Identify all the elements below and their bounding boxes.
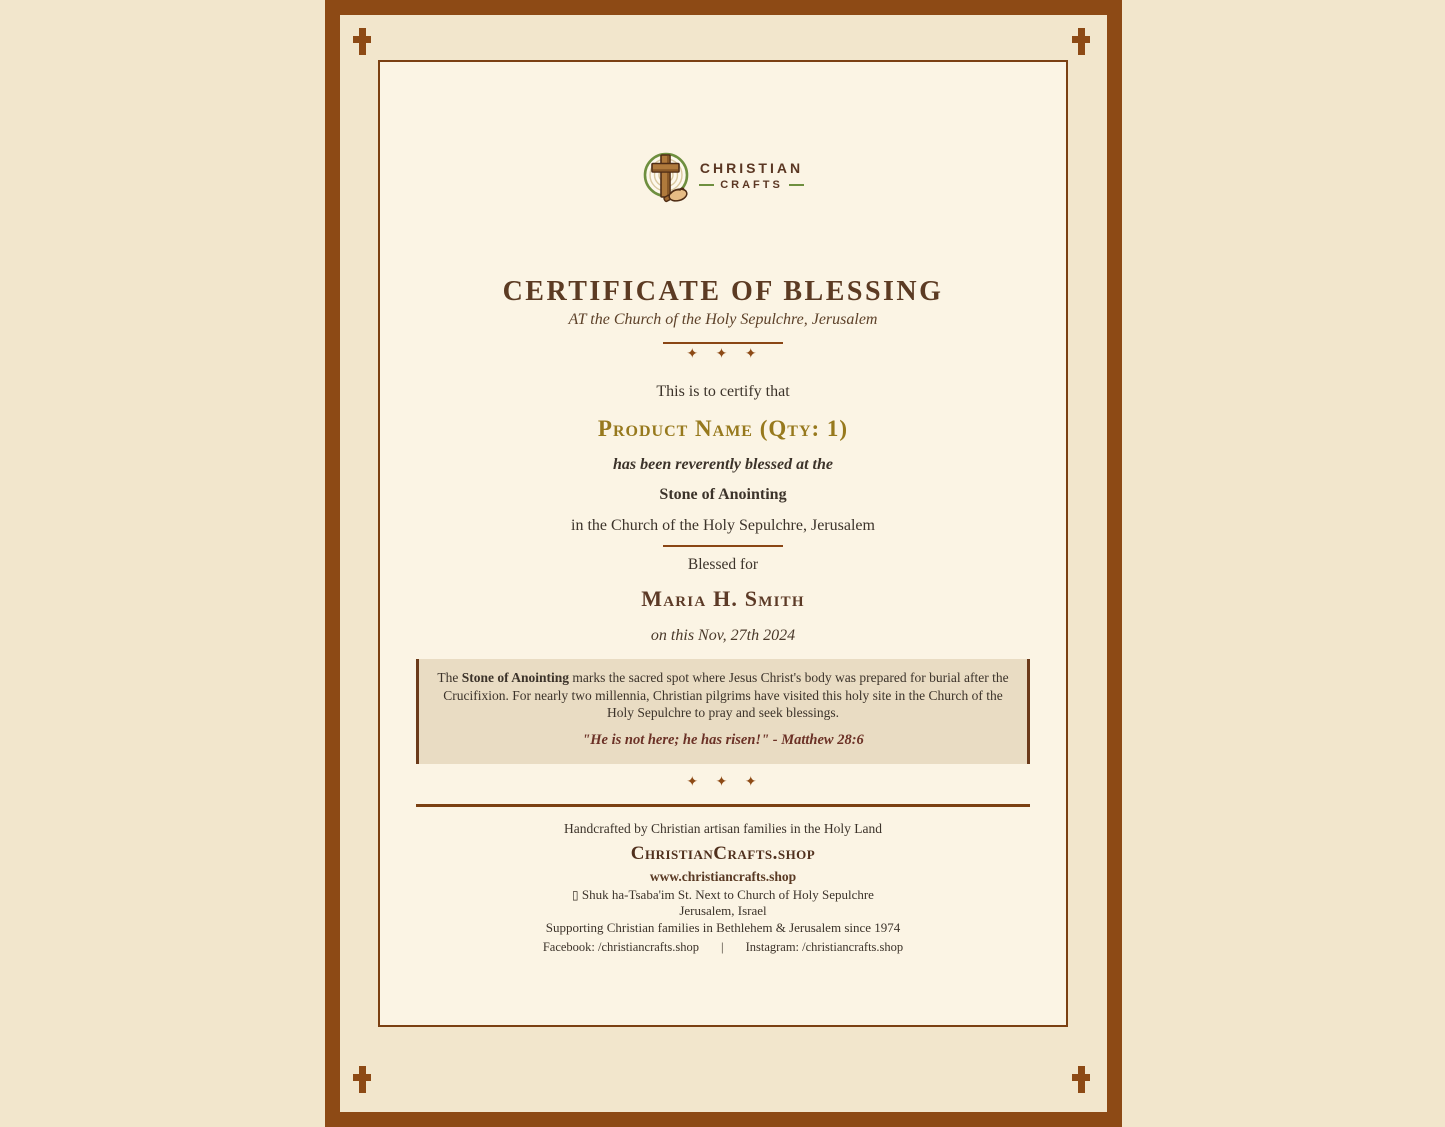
logo-dash-icon — [789, 184, 804, 186]
certify-line: This is to certify that — [656, 383, 790, 400]
social-links-row — [380, 940, 1066, 955]
cross-icon — [1072, 1066, 1090, 1093]
product-name: Product Name (Qty: 1) — [597, 416, 849, 441]
divider — [663, 545, 783, 547]
info-box-text — [433, 669, 1013, 722]
logo-dash-icon — [699, 184, 714, 186]
footer-brand-name: ChristianCrafts.shop — [630, 842, 816, 864]
blessing-date: on this Nov, 27th 2024 — [650, 627, 796, 644]
logo-brand-bottom: CRAFTS — [720, 178, 783, 191]
address-street: Shuk ha-Tsaba'im St. Next to Church of Holy Sepulchre — [581, 886, 874, 902]
diamond-ornament: ✦ ✦ ✦ — [686, 347, 760, 362]
info-lead: The — [437, 670, 459, 685]
diamond-ornament: ✦ ✦ ✦ — [686, 774, 760, 790]
address-line-2: Jerusalem, Israel — [679, 902, 767, 918]
certificate-title: CERTIFICATE OF BLESSING — [502, 276, 944, 307]
logo-brand-top: CHRISTIAN — [699, 159, 804, 176]
scripture-quote: "He is not here; he has risen!" - Matthew 28:6 — [582, 731, 864, 748]
social-separator: | — [721, 939, 724, 954]
certificate-card — [378, 60, 1068, 1027]
cross-icon — [1072, 28, 1090, 55]
logo-cross-icon — [642, 148, 690, 208]
handcrafted-line: Handcrafted by Christian artisan families in the Holy Land — [564, 820, 882, 836]
christian-crafts-logo — [380, 148, 1066, 208]
blessed-for-label: Blessed for — [687, 556, 759, 573]
blessed-at-line: has been reverently blessed at the — [613, 456, 833, 473]
logo-brand-bottom-row — [699, 179, 804, 191]
facebook-handle: Facebook: /christiancrafts.shop — [542, 939, 700, 954]
address-line-1 — [380, 887, 1066, 903]
church-line: in the Church of the Holy Sepulchre, Jerusalem — [571, 517, 875, 534]
logo-wordmark — [699, 160, 804, 191]
stone-of-anointing-info-box — [416, 659, 1030, 764]
cross-icon — [353, 1066, 371, 1093]
website-url: www.christiancrafts.shop — [649, 868, 797, 884]
certificate-subtitle: AT the Church of the Holy Sepulchre, Jerusalem — [568, 311, 878, 328]
supporting-line: Supporting Christian families in Bethlehem & Jerusalem since 1974 — [545, 919, 901, 935]
info-bold-term: Stone of Anointing — [461, 670, 570, 685]
holy-site-name: Stone of Anointing — [659, 486, 787, 503]
cross-icon — [353, 28, 371, 55]
info-body: marks the sacred spot where Jesus Christ's body was prepared for burial after the Crucifixion. For nearly two millennia, Christian pilgrims have visited this holy site in the Church of the Holy Sepulchre to pray and seek blessings. — [443, 670, 1009, 720]
recipient-name: Maria H. Smith — [641, 586, 805, 611]
missing-glyph-icon: ▯ — [572, 887, 579, 902]
footer-divider — [416, 804, 1030, 807]
instagram-handle: Instagram: /christiancrafts.shop — [745, 939, 904, 954]
